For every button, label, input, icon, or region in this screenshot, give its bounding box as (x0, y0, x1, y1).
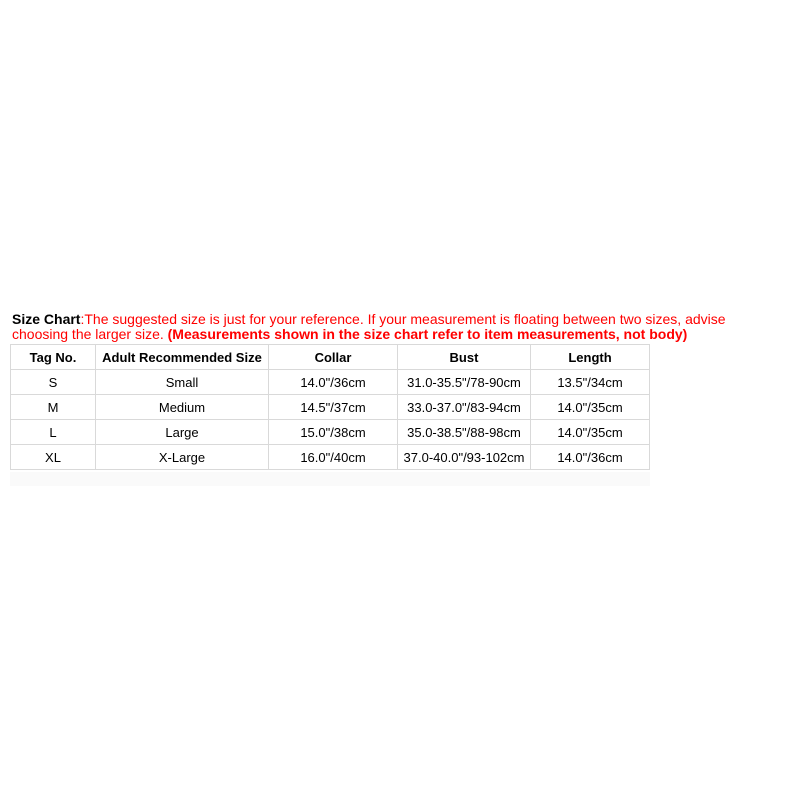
cell-collar: 16.0"/40cm (269, 445, 398, 470)
cell-size: Large (96, 420, 269, 445)
measurement-note: (Measurements shown in the size chart refer to item measurements, not body) (167, 326, 688, 342)
cell-collar: 14.0"/36cm (269, 370, 398, 395)
table-row (11, 370, 650, 395)
header-adult-recommended-size: Adult Recommended Size (96, 345, 269, 370)
cell-size: X-Large (96, 445, 269, 470)
cell-tag: L (11, 420, 96, 445)
cell-tag: S (11, 370, 96, 395)
header-collar: Collar (269, 345, 398, 370)
cell-bust: 31.0-35.5"/78-90cm (398, 370, 531, 395)
cell-bust: 35.0-38.5"/88-98cm (398, 420, 531, 445)
size-chart (10, 312, 790, 486)
header-bust: Bust (398, 345, 531, 370)
cell-length: 14.0"/35cm (531, 395, 650, 420)
size-chart-advice: :The suggested size is just for your reference. If your measurement is floating between two sizes, advise choosing the larger size. (12, 311, 726, 342)
table-header-row (11, 345, 650, 370)
cell-length: 14.0"/36cm (531, 445, 650, 470)
size-table (10, 344, 650, 470)
cell-length: 13.5"/34cm (531, 370, 650, 395)
table-row (11, 395, 650, 420)
cell-size: Small (96, 370, 269, 395)
cell-collar: 14.5"/37cm (269, 395, 398, 420)
table-bottom-shadow (10, 472, 650, 486)
header-tag-no: Tag No. (11, 345, 96, 370)
cell-size: Medium (96, 395, 269, 420)
cell-length: 14.0"/35cm (531, 420, 650, 445)
cell-bust: 37.0-40.0"/93-102cm (398, 445, 531, 470)
cell-bust: 33.0-37.0"/83-94cm (398, 395, 531, 420)
cell-tag: XL (11, 445, 96, 470)
size-chart-intro (12, 312, 782, 342)
cell-collar: 15.0"/38cm (269, 420, 398, 445)
table-row (11, 420, 650, 445)
size-chart-label: Size Chart (12, 311, 81, 327)
table-row (11, 445, 650, 470)
cell-tag: M (11, 395, 96, 420)
header-length: Length (531, 345, 650, 370)
